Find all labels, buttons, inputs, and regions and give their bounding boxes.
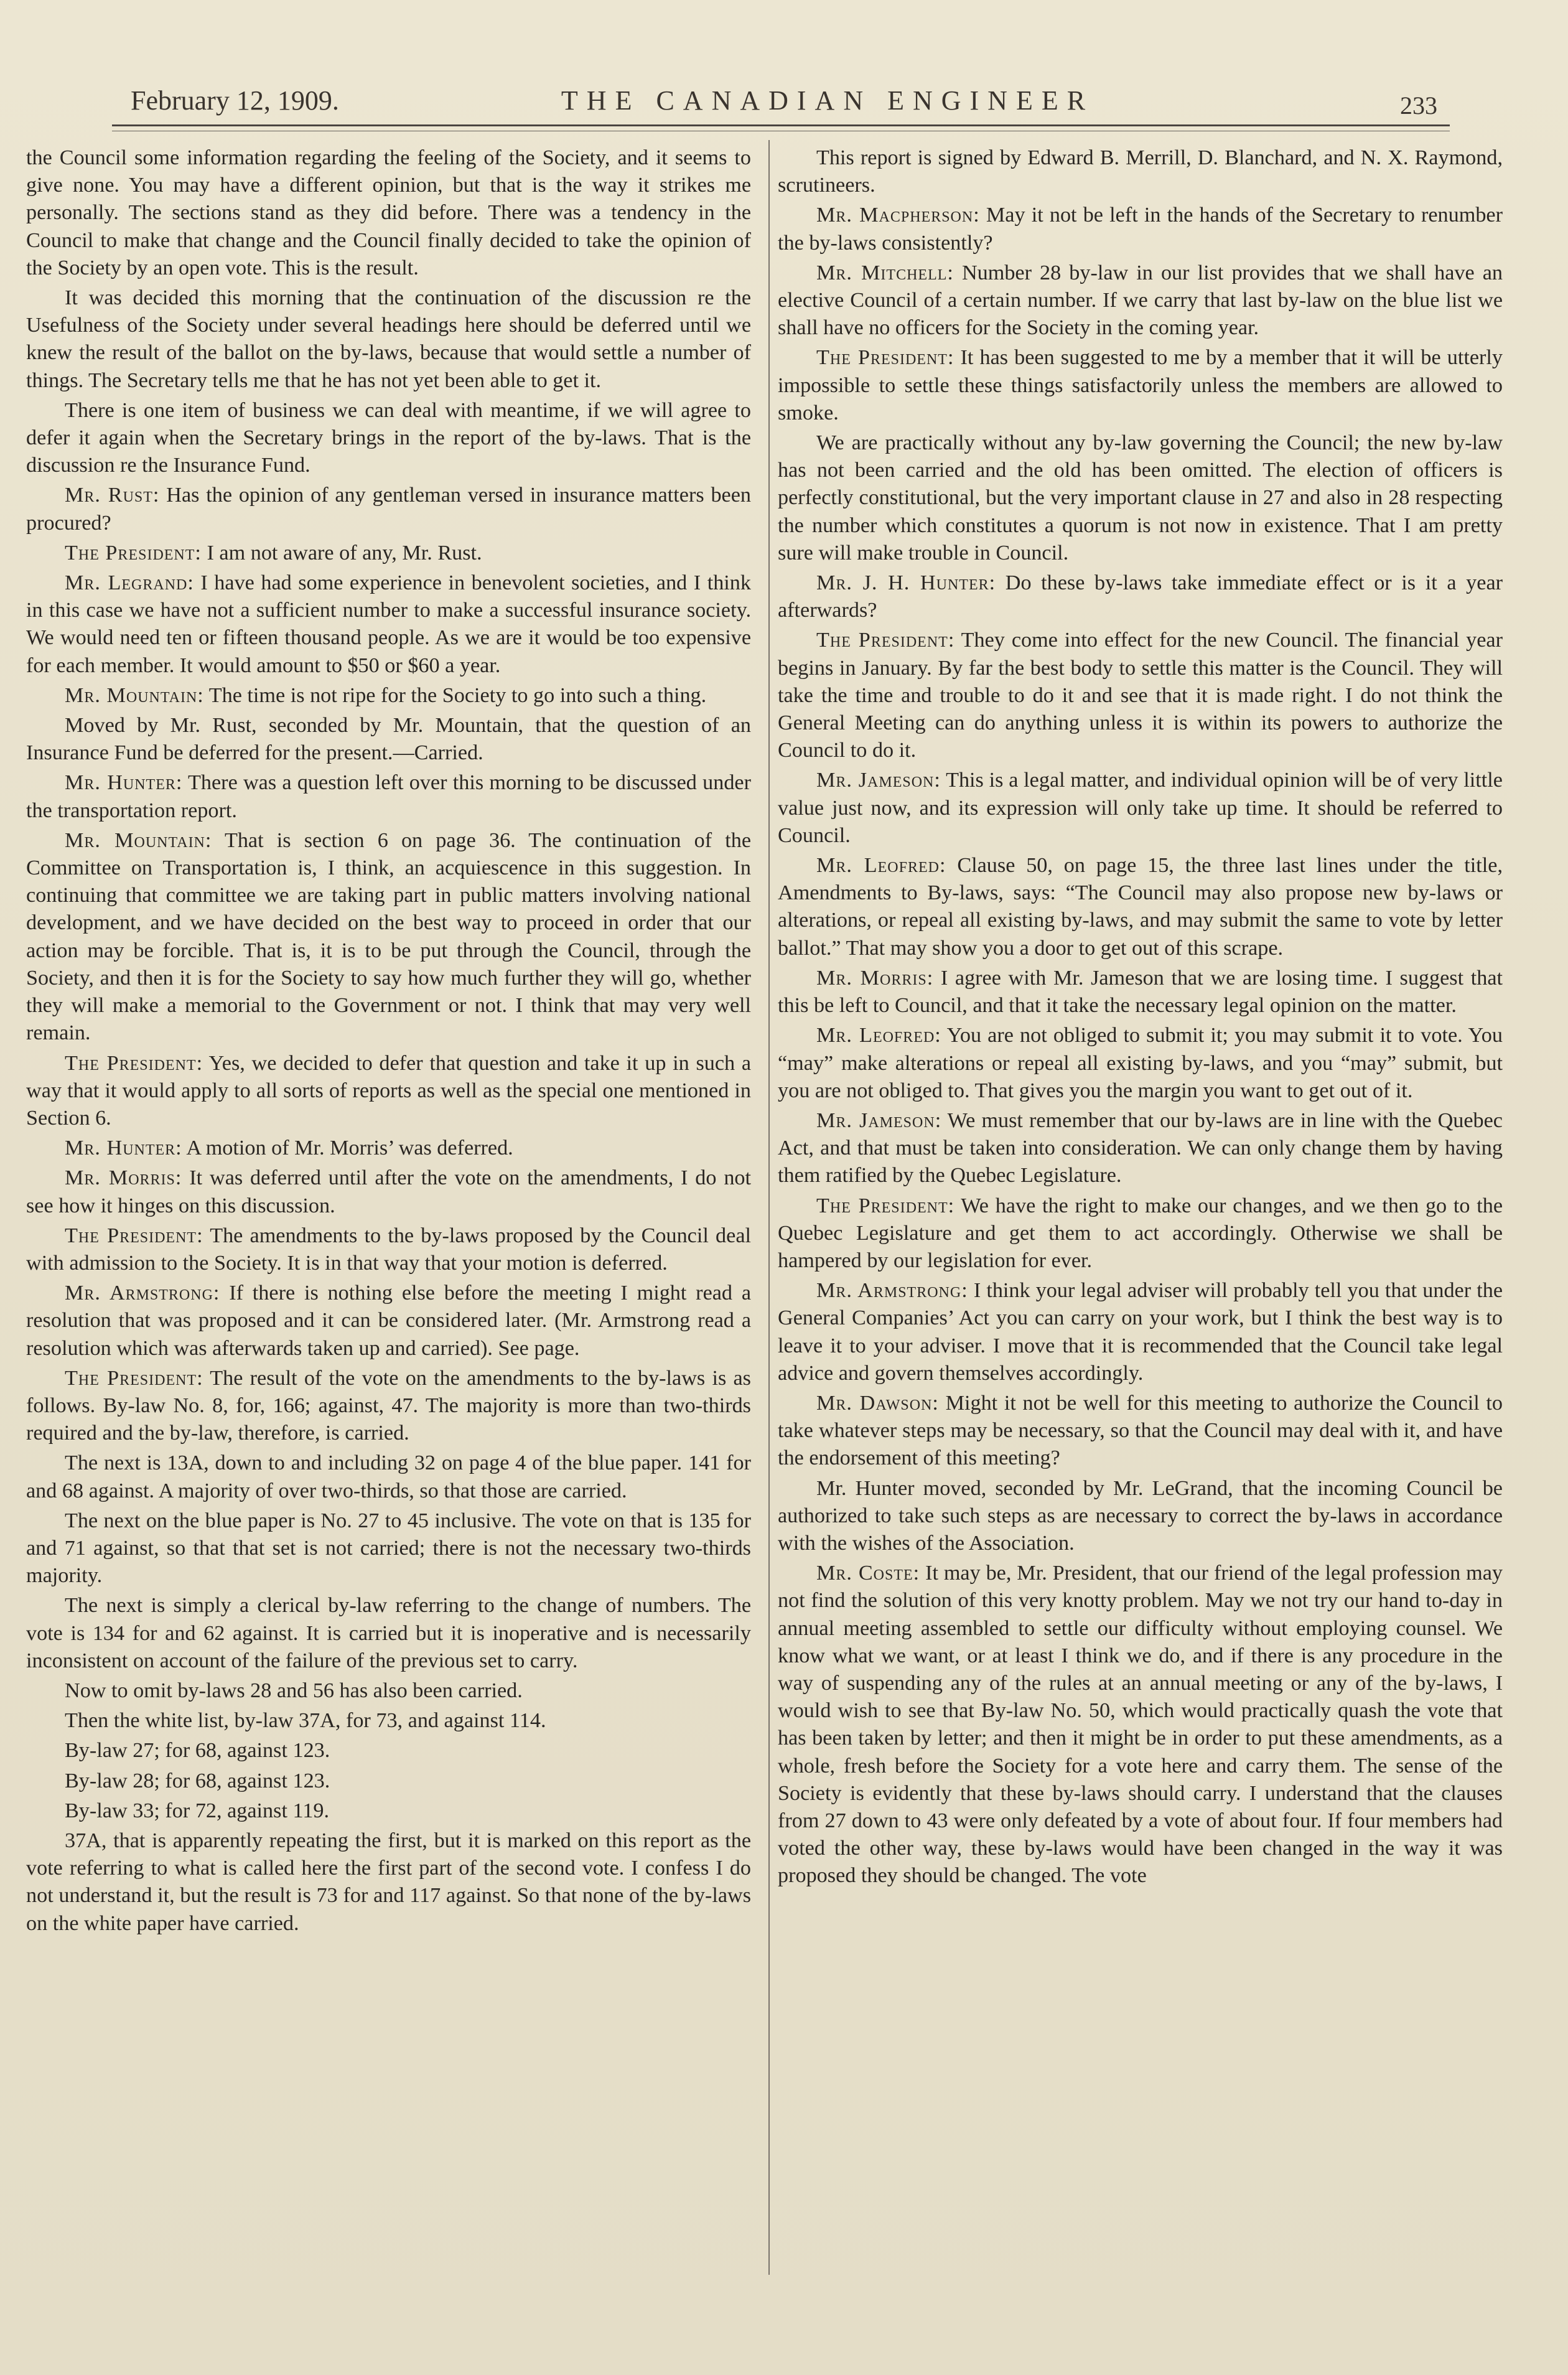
paragraph: [26, 1677, 751, 1705]
paragraph-text: It may be, Mr. President, that our friend of the legal profession may not find the solution of this very knotty problem. May we not try our hand to-day in annual meeting assembled to settle our difficulty without employing counsel. We know what we want, or at least I think we do, and if there is any procedure in the way of suspending any of the rules at an annual meeting or any of the by-laws, I would wish to see that By-law No. 50, which would practically quash the vote that has been taken by letter; and then it might be in order to put these amendments, as a whole, fresh before the Society for a vote here and carry them. The sense of the Society is evidently that these by-laws should carry. I understand that the clauses from 27 down to 43 were only defeated by a vote of about four. If four members had voted the other way, these by-laws would have been changed in the way it was proposed they should be changed. The vote: [778, 1562, 1503, 1888]
paragraph: [26, 540, 751, 567]
paragraph-text: This report is signed by Edward B. Merrill, D. Blanchard, and N. X. Raymond, scrutineers.: [778, 146, 1503, 197]
left-column: [26, 144, 751, 1940]
paragraph-text: May it not be left in the hands of the Secretary to renumber the by-laws consistently?: [778, 204, 1503, 255]
paragraph: [26, 144, 751, 282]
speaker-name: Mr. Mountain:: [65, 828, 212, 852]
paragraph: [26, 827, 751, 1047]
paragraph-text: By-law 33; for 72, against 119.: [65, 1799, 330, 1822]
header-rule: [112, 124, 1450, 126]
paragraph-text: They come into effect for the new Council. The financial year begins in January. By far the best body to settle this matter is the Council. They will take the time and trouble to do it and see that it is made right. I do not think the General Meeting can do anything unless it is within its powers to authorize the Council to do it.: [778, 629, 1503, 762]
paragraph: [26, 1365, 751, 1448]
paragraph: [26, 1507, 751, 1590]
speaker-name: Mr. Legrand:: [65, 571, 194, 595]
paragraph: [26, 1737, 751, 1764]
speaker-name: Mr. J. H. Hunter:: [816, 571, 996, 595]
issue-date: February 12, 1909.: [131, 85, 339, 116]
paragraph: [26, 1707, 751, 1735]
speaker-name: Mr. Mountain:: [65, 683, 204, 707]
speaker-name: Mr. Morris:: [816, 966, 934, 990]
page-number: 233: [1400, 91, 1437, 119]
speaker-name: The President:: [816, 346, 954, 370]
paragraph: [26, 397, 751, 480]
paragraph-text: If there is nothing else before the meeting I might read a resolution that was proposed and it can be considered later. (Mr. Armstrong read a resolution which was afterwards taken up and carried). See page.: [26, 1281, 751, 1360]
paragraph: [26, 284, 751, 395]
paragraph-text: It has been suggested to me by a member that it will be utterly impossible to settle these things satisfactorily unless the members are allowed to smoke.: [778, 346, 1503, 424]
paragraph-text: This is a legal matter, and individual opinion will be of very little value just now, and its expression will only take up time. It should be referred to Council.: [778, 769, 1503, 847]
speaker-name: Mr. Morris:: [65, 1166, 182, 1190]
speaker-name: The President:: [65, 1224, 203, 1247]
paragraph-text: Moved by Mr. Rust, seconded by Mr. Mountain, that the question of an Insurance Fund be deferred for the present.—Carried.: [26, 714, 751, 765]
speaker-name: Mr. Macpherson:: [816, 204, 980, 227]
paragraph: [778, 144, 1503, 199]
paragraph-text: the Council some information regarding the feeling of the Society, and it seems to give none. You may have a different opinion, but that is the way it strikes me personally. The sections stand as they did before. There was a tendency in the Council to make that change and the Council finally decided to take the opinion of the Society by an open vote. This is the result.: [26, 146, 751, 279]
paragraph-text: Has the opinion of any gentleman versed in insurance matters been procured?: [26, 484, 752, 535]
paragraph-text: Do these by-laws take immediate effect or is it a year afterwards?: [778, 571, 1503, 622]
paragraph: [26, 712, 751, 767]
speaker-name: The President:: [65, 1366, 203, 1390]
paragraph-text: The next on the blue paper is No. 27 to 45 inclusive. The vote on that is 135 for and 71 against, so that that set is not carried; there is not the necessary two-thirds majority.: [26, 1509, 751, 1588]
right-column: [778, 144, 1503, 1893]
paragraph-text: I think your legal adviser will probably tell you that under the General Companies’ Act you can carry on your work, but I think the best way is to leave it to your adviser. I move that it is recommended that the Council take legal advice and govern themselves accordingly.: [778, 1279, 1503, 1385]
paragraph-text: By-law 28; for 68, against 123.: [65, 1769, 330, 1792]
speaker-name: The President:: [816, 629, 955, 652]
paragraph: [26, 1164, 751, 1219]
paragraph: [26, 1050, 751, 1133]
speaker-name: Mr. Jameson:: [816, 769, 941, 792]
paragraph-text: That is section 6 on page 36. The continuation of the Committee on Transportation is, I think, an acquiescence in this suggestion. In continuing that committee we are taking part in public matters involving national development, and we have decided on the best way to proceed in order that our action may be forcible. That is, it is to be put through the Council, through the Society, and then it is for the Society to say how much further they will go, whether they will make a memorial to the Government or not. I think that may very well remain.: [26, 828, 751, 1045]
paragraph: [778, 1475, 1503, 1558]
paragraph: [26, 1222, 751, 1277]
paragraph: [778, 202, 1503, 256]
paragraph: [26, 482, 751, 536]
paragraph: [26, 1768, 751, 1795]
paragraph-text: There is one item of business we can deal with meantime, if we will agree to defer it again when the Secretary brings in the report of the by-laws. That is the discussion re the Insurance Fund.: [26, 398, 751, 477]
paragraph: [778, 1107, 1503, 1190]
paragraph-text: Mr. Hunter moved, seconded by Mr. LeGrand, that the incoming Council be authorized to take such steps as are necessary to correct the by-laws in accordance with the wishes of the Association.: [778, 1476, 1503, 1555]
paragraph-text: Now to omit by-laws 28 and 56 has also been carried.: [65, 1679, 523, 1702]
paragraph-text: The next is simply a clerical by-law referring to the change of numbers. The vote is 134 for and 62 against. It is carried but it is inoperative and is necessarily inconsistent on account of the failure of the previous set to carry.: [26, 1594, 751, 1672]
paragraph: [26, 1280, 751, 1362]
paragraph-text: You are not obliged to submit it; you may submit it to vote. You “may” make alterations or repeal all existing by-laws, and you “may” submit, but you are not obliged to. That gives you the margin you want to get out of it.: [778, 1024, 1503, 1102]
paragraph: [26, 1135, 751, 1162]
paragraph-text: The next is 13A, down to and including 32 on page 4 of the blue paper. 141 for and 68 against. A majority of over two-thirds, so that those are carried.: [26, 1451, 751, 1502]
paragraph-text: We have the right to make our changes, and we then go to the Quebec Legislature and get them to act accordingly. Otherwise we shall be hampered by our legislation for ever.: [778, 1194, 1503, 1272]
column-divider: [768, 140, 770, 2275]
paragraph-text: By-law 27; for 68, against 123.: [65, 1739, 330, 1763]
paragraph-text: 37A, that is apparently repeating the first, but it is marked on this report as the vote referring to what is called here the first part of the second vote. I confess I do not understand it, but the result is 73 for and 117 against. So that none of the by-laws on the white paper have carried.: [26, 1829, 751, 1935]
paragraph: [26, 569, 751, 680]
paragraph: [778, 852, 1503, 962]
paragraph: [26, 1450, 751, 1504]
paragraph: [26, 1827, 751, 1937]
paragraph-text: There was a question left over this morning to be discussed under the transportation report.: [26, 771, 751, 822]
paragraph-text: A motion of Mr. Morris’ was deferred.: [186, 1136, 513, 1160]
paragraph: [778, 965, 1503, 1019]
speaker-name: Mr. Jameson:: [816, 1108, 942, 1132]
speaker-name: Mr. Leofred:: [816, 1024, 941, 1047]
paragraph-text: I am not aware of any, Mr. Rust.: [207, 541, 482, 564]
paragraph-text: We must remember that our by-laws are in line with the Quebec Act, and that must be taken into consideration. We can only change them by having them ratified by the Quebec Legislature.: [778, 1108, 1503, 1188]
speaker-name: The President:: [65, 541, 202, 564]
speaker-name: Mr. Armstrong:: [816, 1279, 968, 1303]
speaker-name: Mr. Leofred:: [816, 854, 946, 878]
speaker-name: Mr. Rust:: [65, 484, 160, 507]
paragraph-text: Yes, we decided to defer that question and take it up in such a way that it would apply to all sorts of reports as well as the special one mentioned in Section 6.: [26, 1051, 751, 1130]
paragraph-text: Number 28 by-law in our list provides that we shall have an elective Council of a certain number. If we carry that last by-law on the blue list we shall have no officers for the Society in the coming year.: [778, 261, 1503, 340]
paragraph-text: The result of the vote on the amendments to the by-laws is as follows. By-law No. 8, for, 166; against, 47. The majority is more than two-thirds required and the by-law, therefore, is carried.: [26, 1366, 751, 1445]
speaker-name: The President:: [65, 1051, 203, 1075]
paragraph: [26, 769, 751, 824]
speaker-name: Mr. Hunter:: [65, 771, 183, 795]
paragraph-text: It was deferred until after the vote on the amendments, I do not see how it hinges on this discussion.: [26, 1166, 752, 1217]
paragraph-text: I have had some experience in benevolent societies, and I think in this case we have not a sufficient number to make a successful insurance society. We would need ten or fifteen thousand people. As we are it would be too expensive for each member. It would amount to $50 or $60 a year.: [26, 571, 751, 677]
journal-title: THE CANADIAN ENGINEER: [561, 85, 1094, 116]
paragraph-text: I agree with Mr. Jameson that we are losing time. I suggest that this be left to Council, and that it take the necessary legal opinion on the matter.: [778, 966, 1503, 1018]
paragraph-text: Then the white list, by-law 37A, for 73, and against 114.: [65, 1709, 546, 1733]
paragraph: [778, 1022, 1503, 1105]
speaker-name: Mr. Armstrong:: [65, 1281, 220, 1305]
paragraph-text: The time is not ripe for the Society to go into such a thing.: [208, 683, 707, 707]
speaker-name: The President:: [816, 1194, 955, 1217]
paragraph-text: Might it not be well for this meeting to authorize the Council to take whatever steps may be necessary, so that the Council may deal with it, and have the endorsement of this meeting?: [778, 1391, 1503, 1470]
speaker-name: Mr. Hunter:: [65, 1136, 182, 1160]
paragraph: [26, 1592, 751, 1675]
paragraph: [778, 767, 1503, 850]
paragraph: [778, 1560, 1503, 1890]
paragraph-text: The amendments to the by-laws proposed by the Council deal with admission to the Society. It is in that way that your motion is deferred.: [26, 1224, 751, 1275]
paragraph: [26, 682, 751, 710]
paragraph: [26, 1797, 751, 1825]
speaker-name: Mr. Mitchell:: [816, 261, 954, 284]
paragraph-text: We are practically without any by-law governing the Council; the new by-law has not been carried and the old has been omitted. The election of officers is perfectly constitutional, but the very important clause in 27 and also in 28 respecting the number which constitutes a quorum is not now in existence. That I am pretty sure will make trouble in Council.: [778, 431, 1503, 564]
page-header: [112, 80, 1450, 129]
paragraph: [778, 627, 1503, 764]
paragraph: [778, 260, 1503, 342]
paragraph: [778, 429, 1503, 567]
speaker-name: Mr. Dawson:: [816, 1391, 939, 1415]
paragraph-text: Clause 50, on page 15, the three last lines under the title, Amendments to By-laws, says: “The Council may also propose new by-laws or alterations, or repeal all existing by-laws, and may submit the same to vote by letter ballot.” That may show you a door to get out of this scrape.: [778, 854, 1503, 960]
paragraph: [778, 1192, 1503, 1275]
speaker-name: Mr. Coste:: [816, 1562, 920, 1585]
paragraph: [778, 1390, 1503, 1473]
paragraph-text: It was decided this morning that the continuation of the discussion re the Usefulness of the Society under several headings here should be deferred until we knew the result of the ballot on the by-laws, because that would settle a number of things. The Secretary tells me that he has not yet been able to get it.: [26, 286, 751, 392]
paragraph: [778, 569, 1503, 624]
paragraph: [778, 1277, 1503, 1387]
paragraph: [778, 344, 1503, 427]
